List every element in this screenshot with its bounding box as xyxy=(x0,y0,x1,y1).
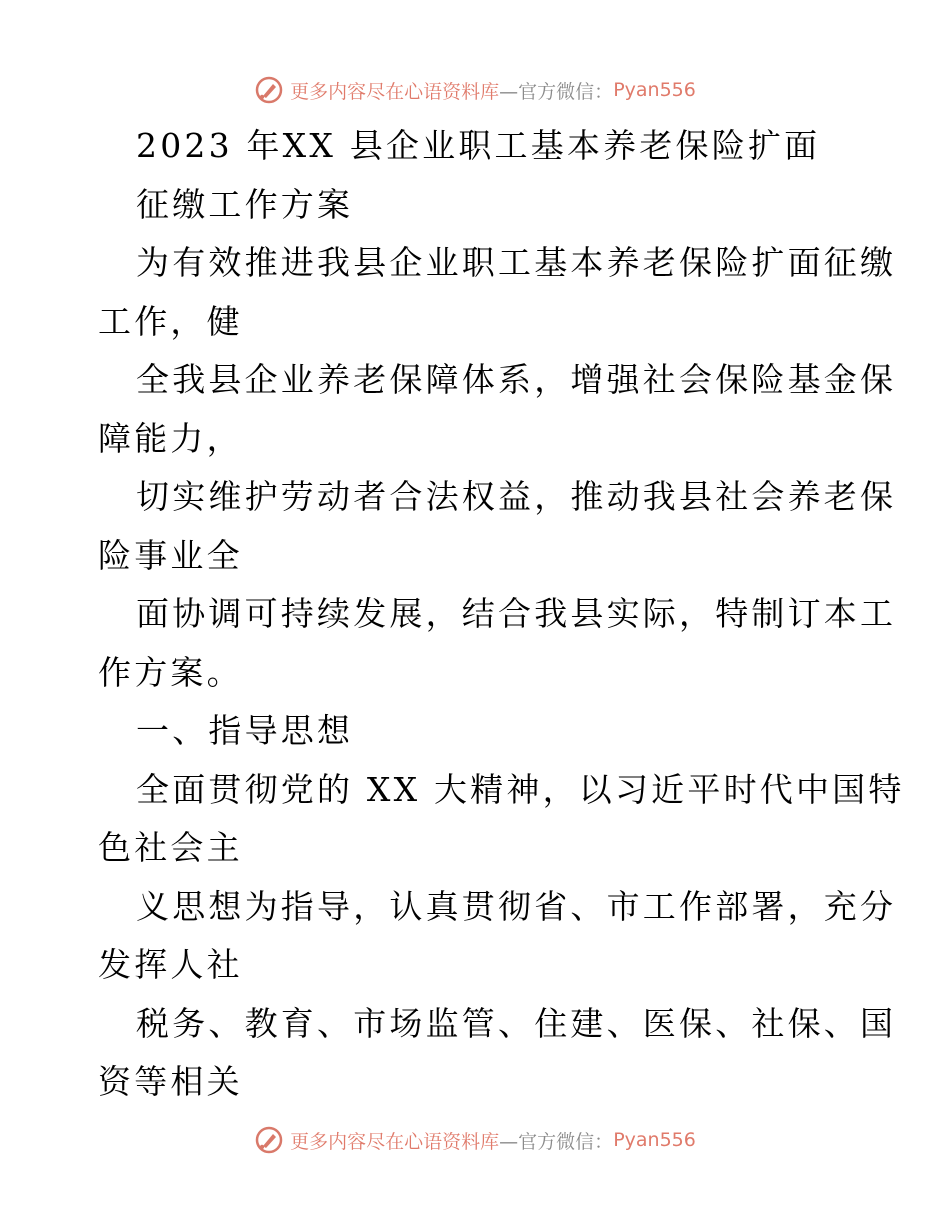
paragraph-line: 障能力， xyxy=(98,418,243,458)
paragraph-line: 面协调可持续发展，结合我县实际，特制订本工 xyxy=(136,594,897,633)
paragraph-line: 险事业全 xyxy=(98,535,243,575)
paragraph-line: 色社会主 xyxy=(98,828,243,867)
footer-text-id: Pyan556 xyxy=(613,1129,696,1151)
paragraph-line: 发挥人社 xyxy=(98,945,243,984)
header-text-dash: —官方微信： xyxy=(499,80,614,103)
header-watermark xyxy=(0,70,950,110)
footer-watermark xyxy=(0,1120,950,1160)
paragraph-line: 作方案。 xyxy=(98,652,243,692)
header-text-main: 更多内容尽在心语资料库 xyxy=(290,80,500,103)
pen-nib-logo-icon xyxy=(254,1125,284,1155)
paragraph-line: 切实维护劳动者合法权益，推动我县社会养老保 xyxy=(136,477,897,516)
doc-title-line-2: 征缴工作方案 xyxy=(136,184,354,224)
footer-text-main: 更多内容尽在心语资料库 xyxy=(290,1130,500,1153)
paragraph-line: 义思想为指导，认真贯彻省、市工作部署，充分 xyxy=(136,886,897,926)
doc-title-line-1: 2023 年XX 县企业职工基本养老保险扩面 xyxy=(136,126,821,165)
paragraph-line: 工作，健 xyxy=(98,301,243,341)
document-body xyxy=(98,117,905,1112)
paragraph-line: 全我县企业养老保障体系，增强社会保险基金保 xyxy=(136,360,897,399)
paragraph-line: 资等相关 xyxy=(98,1062,243,1101)
header-text-id: Pyan556 xyxy=(613,79,696,101)
pen-nib-logo-icon xyxy=(254,75,284,105)
section-heading: 一、指导思想 xyxy=(136,711,354,750)
footer-text-dash: —官方微信： xyxy=(499,1130,614,1153)
paragraph-line: 全面贯彻党的 XX 大精神，以习近平时代中国特 xyxy=(136,769,905,809)
paragraph-line: 为有效推进我县企业职工基本养老保险扩面征缴 xyxy=(136,243,897,282)
paragraph-line: 税务、教育、市场监管、住建、医保、社保、国 xyxy=(136,1003,897,1043)
